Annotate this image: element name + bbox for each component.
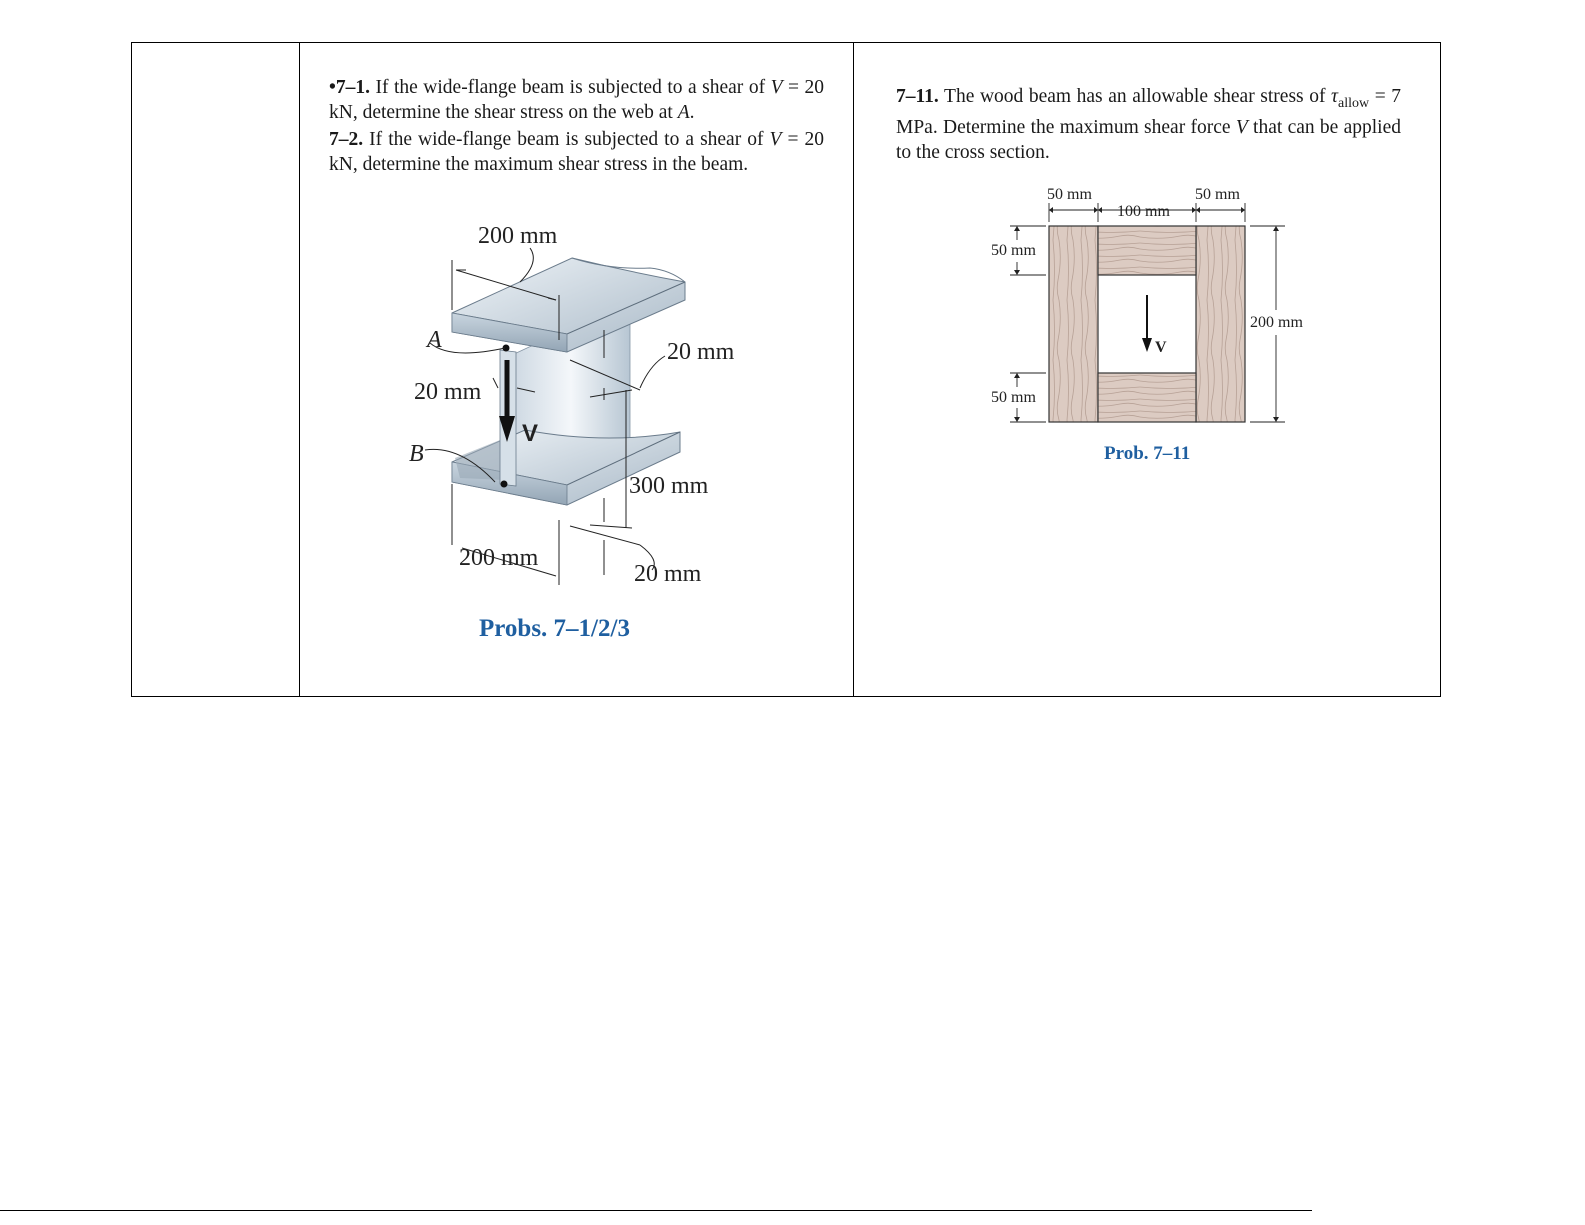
period: . xyxy=(689,101,695,123)
top-board xyxy=(1098,226,1196,275)
label-left-width: 50 mm xyxy=(1047,186,1092,203)
label-bottom-height: 50 mm xyxy=(991,389,1036,406)
label-top-width: 200 mm xyxy=(478,223,558,249)
label-depth: 300 mm xyxy=(629,473,709,499)
label-bottom-width: 200 mm xyxy=(459,545,539,571)
label-shear-v: V xyxy=(522,420,539,447)
problem-text: If the wide-flange beam is subjected to a shear of xyxy=(369,129,764,150)
label-shear-v: V xyxy=(1155,339,1167,356)
figure-caption: Probs. 7–1/2/3 xyxy=(479,615,630,642)
problem-7-1 xyxy=(329,76,824,125)
bottom-board xyxy=(1098,373,1196,422)
page-footer-rule xyxy=(0,1210,1312,1211)
problem-number: 7–11. xyxy=(896,86,939,107)
label-flange-thickness-bottom: 20 mm xyxy=(634,561,702,587)
right-board xyxy=(1196,226,1245,422)
label-web-thickness: 20 mm xyxy=(414,379,482,405)
problem-7-11 xyxy=(896,85,1401,165)
problem-7-11-text xyxy=(896,85,1401,165)
problem-text: = 7 MPa. Determine the maximum shear force xyxy=(896,86,1402,139)
problem-text: If the wide-flange beam is subjected to a shear of xyxy=(375,77,766,98)
problem-text: = 20 kN, determine the shear stress on the web at xyxy=(329,77,825,123)
label-total-height: 200 mm xyxy=(1250,314,1303,331)
problem-number: 7–1. xyxy=(335,77,370,98)
tau-subscript: allow xyxy=(1338,95,1370,111)
label-top-height: 50 mm xyxy=(991,242,1036,259)
figure-caption: Prob. 7–11 xyxy=(1104,443,1191,464)
label-mid-width: 100 mm xyxy=(1117,203,1170,220)
wide-flange-beam-figure xyxy=(395,215,755,645)
problem-text: The wood beam has an allowable shear stress of xyxy=(944,86,1326,107)
tau-symbol: τ xyxy=(1331,86,1338,107)
variable-v: V xyxy=(1235,117,1248,139)
table-divider-1 xyxy=(299,43,300,696)
problem-7-2 xyxy=(329,128,824,177)
problem-number: 7–2. xyxy=(329,129,364,150)
problem-text: that can be applied to the cross section. xyxy=(896,117,1402,163)
label-flange-thickness-top: 20 mm xyxy=(667,339,735,365)
label-point-b: B xyxy=(409,441,424,467)
problem-7-1-2-text xyxy=(329,76,824,177)
problem-bullet: • xyxy=(329,77,336,98)
label-right-width: 50 mm xyxy=(1195,186,1240,203)
variable-v: V xyxy=(770,77,783,98)
left-board xyxy=(1049,226,1098,422)
table-divider-2 xyxy=(853,43,854,696)
variable-a: A xyxy=(677,101,690,123)
point-b-dot xyxy=(501,481,508,488)
wood-beam-figure xyxy=(985,180,1320,470)
problem-text: = 20 kN, determine the maximum shear stress in the beam. xyxy=(329,129,825,175)
label-point-a: A xyxy=(427,327,442,353)
variable-v: V xyxy=(769,129,782,150)
